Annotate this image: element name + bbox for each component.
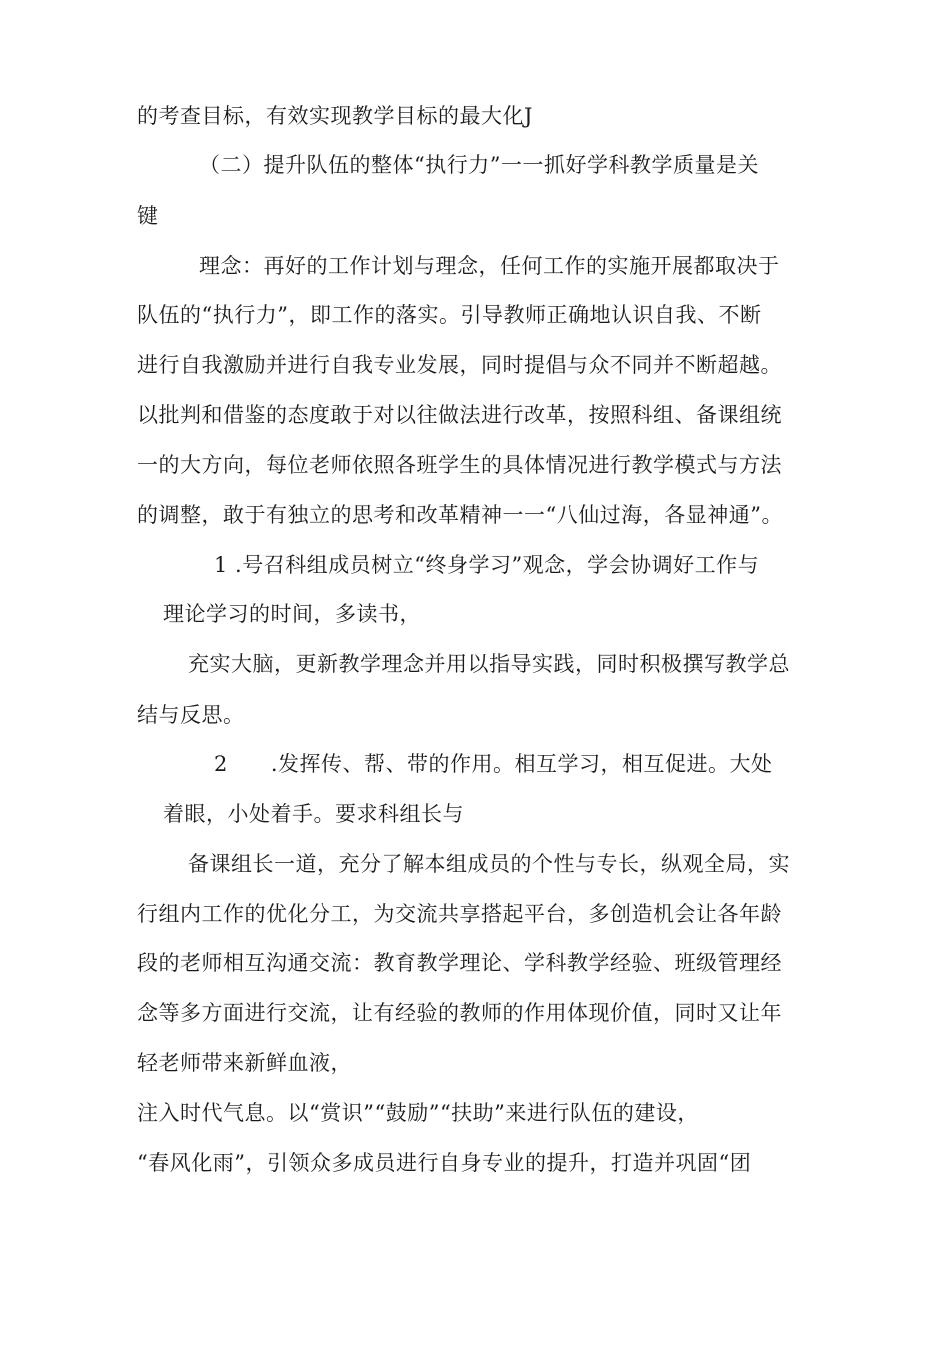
text-line: 理念：再好的工作计划与理念，任何工作的实施开展都取决于 (199, 254, 780, 278)
text-line: 注入时代气息。以“赏识”“鼓励”“扶助”来进行队伍的建设， (137, 1101, 699, 1125)
text-line: 着眼，小处着手。要求科组长与 (163, 802, 464, 826)
text-line: 段的老师相互沟通交流：教育教学理论、学科教学经验、班级管理经 (137, 951, 782, 975)
text-line: 队伍的“执行力”，即工作的落实。引导教师正确地认识自我、不断 (137, 303, 762, 327)
text-line: 轻老师带来新鲜血液， (137, 1051, 352, 1075)
text-line: 一的大方向，每位老师依照各班学生的具体情况进行教学模式与方法 (137, 453, 782, 477)
section-heading: （二）提升队伍的整体“执行力”一一抓好学科教学质量是关 (199, 153, 759, 177)
text-line: 进行自我激励并进行自我专业发展，同时提倡与众不同并不断超越。 (137, 353, 782, 377)
text-line: 的考查目标，有效实现教学目标的最大化J (137, 104, 533, 128)
text-line: 理论学习的时间，多读书， (163, 602, 421, 626)
list-item-2: 2 .发挥传、帮、带的作用。相互学习，相互促进。大处 (214, 752, 773, 776)
text-line: 备课组长一道，充分了解本组成员的个性与专长，纵观全局，实 (188, 852, 790, 876)
section-heading-continuation: 键 (137, 204, 159, 228)
text-line: 结与反思。 (137, 703, 245, 727)
text-line: “春风化雨”，引领众多成员进行自身专业的提升，打造并巩固“团 (137, 1151, 752, 1175)
text-line: 行组内工作的优化分工，为交流共享搭起平台，多创造机会让各年龄 (137, 902, 782, 926)
text-line: 充实大脑，更新教学理念并用以指导实践，同时积极撰写教学总 (188, 652, 790, 676)
text-line: 以批判和借鉴的态度敢于对以往做法进行改革，按照科组、备课组统 (137, 403, 782, 427)
text-line: 念等多方面进行交流，让有经验的教师的作用体现价值，同时又让年 (137, 1001, 782, 1025)
list-item-1: 1 .号召科组成员树立“终身学习”观念，学会协调好工作与 (214, 553, 760, 577)
text-line: 的调整，敢于有独立的思考和改革精神一一“八仙过海，各显神通”。 (137, 503, 783, 527)
